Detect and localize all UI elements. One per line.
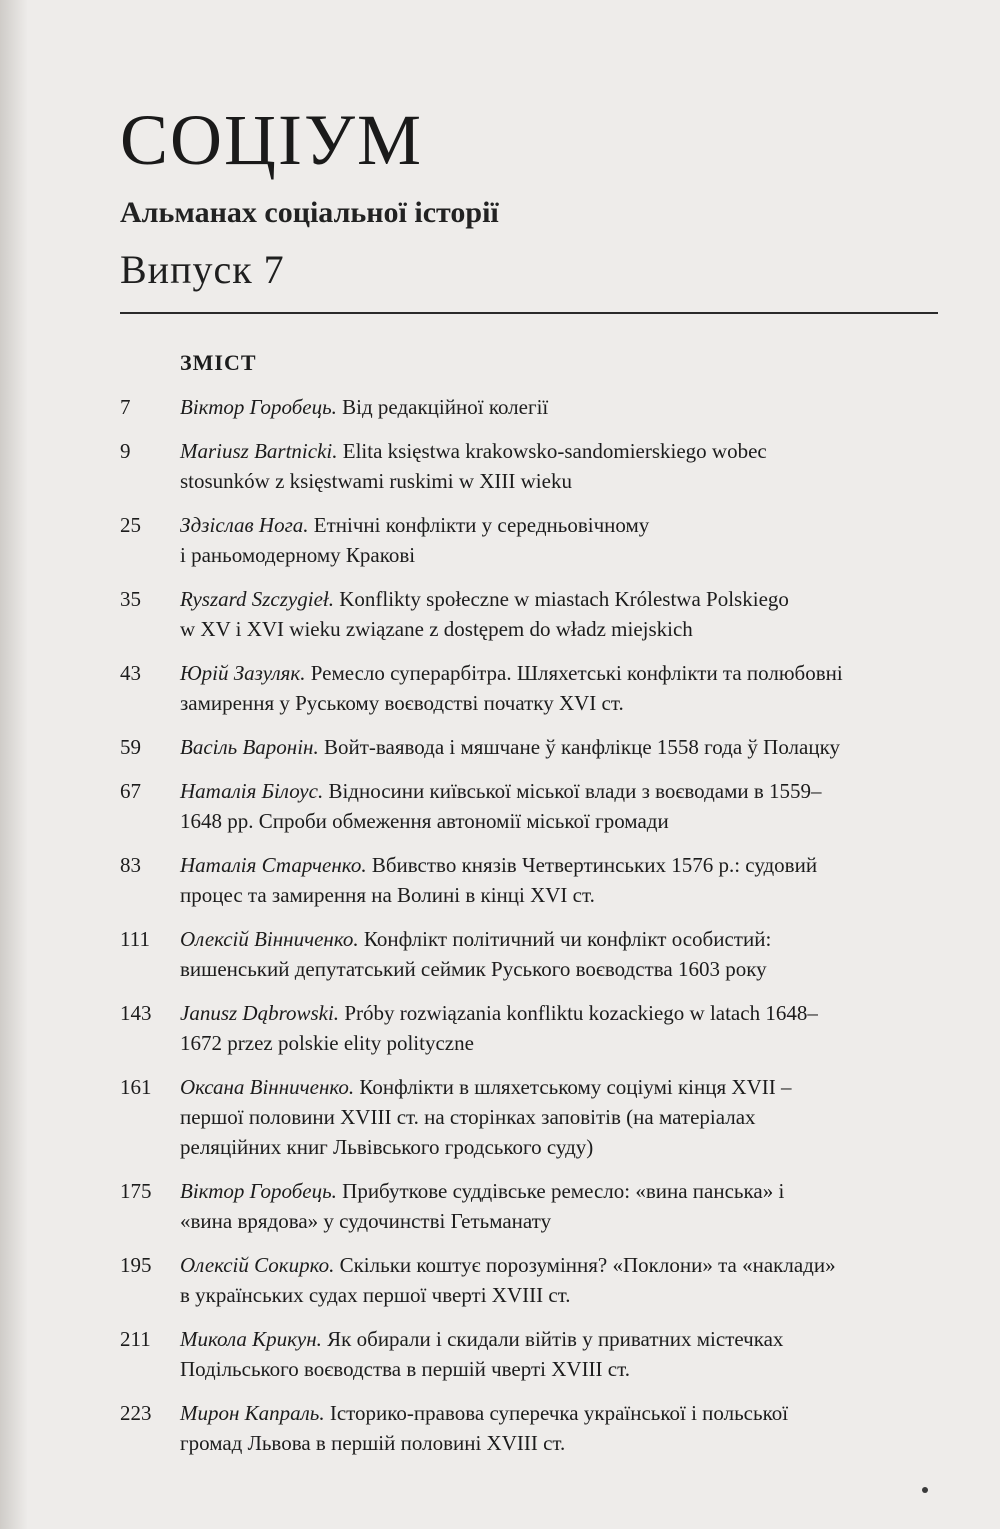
toc-entry-line [180, 732, 938, 762]
toc-author: Олексій Вінниченко. [180, 927, 359, 951]
toc-entry [120, 584, 938, 644]
toc-entry [120, 924, 938, 984]
toc-entry-line [180, 1324, 938, 1354]
issue-number: Випуск 7 [120, 247, 285, 292]
toc-entry-line [180, 1280, 938, 1310]
toc-entry-text [180, 776, 938, 836]
toc-author: Наталія Білоус. [180, 779, 324, 803]
toc-author: Васіль Варонін. [180, 735, 319, 759]
toc-entry [120, 436, 938, 496]
toc-entry [120, 732, 938, 762]
toc-entry-text [180, 510, 938, 570]
toc-page-number: 161 [120, 1075, 152, 1099]
toc-page-number: 111 [120, 927, 150, 951]
toc-author: Микола Крикун. [180, 1327, 322, 1351]
toc-page-number: 211 [120, 1327, 151, 1351]
toc-author: Здзіслав Нога. [180, 513, 309, 537]
toc-entry-text [180, 1176, 938, 1236]
toc-entry-text [180, 1324, 938, 1384]
toc-entry-line [180, 510, 938, 540]
toc-entry-line [180, 1398, 938, 1428]
toc-entry-line [180, 924, 938, 954]
toc-author: Mariusz Bartnicki. [180, 439, 338, 463]
toc-title-text: Конфлікт політичний чи конфлікт особистий: [363, 927, 772, 951]
toc-author: Мирон Капраль. [180, 1401, 325, 1425]
toc-entry-text [180, 924, 938, 984]
toc-entry-line [180, 614, 938, 644]
toc-entry-line [180, 998, 938, 1028]
toc-entry-line [180, 1102, 938, 1132]
toc-title-text: «вина врядова» у судочинстві Гетьманату [180, 1209, 552, 1233]
toc-entry-line [180, 880, 938, 910]
toc-title-text: Вбивство князів Четвертинських 1576 р.: судовий [371, 853, 818, 877]
toc-entry-text [180, 998, 938, 1058]
toc-title-text: в українських судах першої чверті XVIII ст. [180, 1283, 571, 1307]
toc-title-text: процес та замирення на Волині в кінці XVI ст. [180, 883, 595, 907]
toc-title-text: і раньомодерному Кракові [180, 543, 416, 567]
toc-entry-line [180, 1428, 938, 1458]
toc-entry [120, 1072, 938, 1162]
toc-entry [120, 1250, 938, 1310]
toc-entry-line [180, 1132, 938, 1162]
toc-entry-text [180, 732, 938, 762]
toc-entry-line [180, 1354, 938, 1384]
toc-entry [120, 1324, 938, 1384]
toc-entry-text [180, 1250, 938, 1310]
toc-title-text: Прибуткове суддівське ремесло: «вина панська» і [342, 1179, 785, 1203]
toc-author: Віктор Горобець. [180, 1179, 337, 1203]
toc-page-number: 43 [120, 661, 141, 685]
toc-title-text: громад Львова в першій половині XVIII ст. [180, 1431, 566, 1455]
toc-entry-line [180, 1028, 938, 1058]
toc-title-text: вишенський депутатський сеймик Руського воєводства 1603 року [180, 957, 767, 981]
toc-entry [120, 658, 938, 718]
toc-page-number: 83 [120, 853, 141, 877]
toc-title-text: Етнічні конфлікти у середньовічному [313, 513, 650, 537]
toc-entry-text [180, 584, 938, 644]
toc-entry-line [180, 850, 938, 880]
page-dot [922, 1487, 928, 1493]
toc-author: Оксана Вінниченко. [180, 1075, 355, 1099]
toc-entry [120, 998, 938, 1058]
toc-heading: ЗМІСТ [180, 350, 257, 375]
book-subtitle: Альманах соціальної історії [120, 196, 499, 229]
toc-entry [120, 850, 938, 910]
toc-entry [120, 1398, 938, 1458]
book-title: СОЦІУМ [120, 100, 423, 180]
toc-entry-line [180, 658, 938, 688]
toc-page-number: 7 [120, 395, 131, 419]
toc-page-number: 59 [120, 735, 141, 759]
toc-entry [120, 776, 938, 836]
toc-entry-line [180, 776, 938, 806]
toc-author: Олексій Сокирко. [180, 1253, 335, 1277]
toc-title-text: Відносини київської міської влади з воєводами в 1559– [328, 779, 822, 803]
spine-shadow [0, 0, 28, 1529]
toc-entry [120, 510, 938, 570]
toc-entry-text [180, 1398, 938, 1458]
toc-page-number: 195 [120, 1253, 152, 1277]
toc-title-text: Elita księstwa krakowsko-sandomierskiego wobec [342, 439, 767, 463]
toc-entry [120, 1176, 938, 1236]
toc-title-text: 1672 przez polskie elity polityczne [180, 1031, 474, 1055]
toc-entry [120, 392, 938, 422]
toc-author: Наталія Старченко. [180, 853, 367, 877]
toc-entry-line [180, 1250, 938, 1280]
toc-page-number: 223 [120, 1401, 152, 1425]
toc-title-text: Скільки коштує порозуміння? «Поклони» та «наклади» [339, 1253, 836, 1277]
toc-title-text: Як обирали і скидали війтів у приватних містечках [327, 1327, 784, 1351]
toc-title-text: Конфлікти в шляхетському соціумі кінця XVII – [359, 1075, 792, 1099]
toc-title-text: замирення у Руському воєводстві початку XVI ст. [180, 691, 624, 715]
toc-title-text: Подільського воєводства в першій чверті XVIII ст. [180, 1357, 630, 1381]
toc-page-number: 35 [120, 587, 141, 611]
toc-entry-text [180, 436, 938, 496]
table-of-contents [120, 392, 938, 1458]
toc-entry-line [180, 954, 938, 984]
toc-title-text: першої половини XVIII ст. на сторінках заповітів (на матеріалах [180, 1105, 756, 1129]
toc-entry-line [180, 584, 938, 614]
toc-entry-line [180, 1176, 938, 1206]
toc-page-number: 9 [120, 439, 131, 463]
toc-entry-line [180, 466, 938, 496]
toc-title-text: Войт-ваявода і мяшчане ў канфлікце 1558 года ў Полацку [323, 735, 840, 759]
toc-entry-line [180, 436, 938, 466]
toc-title-text: Próby rozwiązania konfliktu kozackiego w latach 1648– [344, 1001, 818, 1025]
toc-entry-text [180, 1072, 938, 1162]
toc-page-number: 25 [120, 513, 141, 537]
toc-entry-line [180, 806, 938, 836]
toc-title-text: Konflikty społeczne w miastach Królestwa Polskiego [339, 587, 789, 611]
toc-author: Janusz Dąbrowski. [180, 1001, 340, 1025]
toc-title-text: Історико-правова суперечка української і польської [329, 1401, 789, 1425]
toc-entry-text [180, 658, 938, 718]
toc-page-number: 67 [120, 779, 141, 803]
toc-page-number: 175 [120, 1179, 152, 1203]
toc-title-text: stosunków z księstwami ruskimi w XIII wieku [180, 469, 572, 493]
toc-title-text: 1648 рр. Спроби обмеження автономії міської громади [180, 809, 669, 833]
toc-title-text: реляційних книг Львівського гродського суду) [180, 1135, 594, 1159]
toc-title-text: Ремесло суперарбітра. Шляхетські конфлікти та полюбовні [310, 661, 843, 685]
toc-title-text: w XV i XVI wieku związane z dostępem do władz miejskich [180, 617, 693, 641]
toc-author: Ryszard Szczygieł. [180, 587, 334, 611]
toc-entry-text [180, 850, 938, 910]
toc-entry-line [180, 688, 938, 718]
header-divider [120, 312, 938, 314]
toc-author: Віктор Горобець. [180, 395, 337, 419]
toc-entry-line [180, 392, 938, 422]
toc-title-text: Від редакційної колегії [342, 395, 549, 419]
toc-page-number: 143 [120, 1001, 152, 1025]
toc-entry-text [180, 392, 938, 422]
toc-entry-line [180, 1206, 938, 1236]
toc-entry-line [180, 540, 938, 570]
toc-entry-line [180, 1072, 938, 1102]
toc-author: Юрій Зазуляк. [180, 661, 306, 685]
